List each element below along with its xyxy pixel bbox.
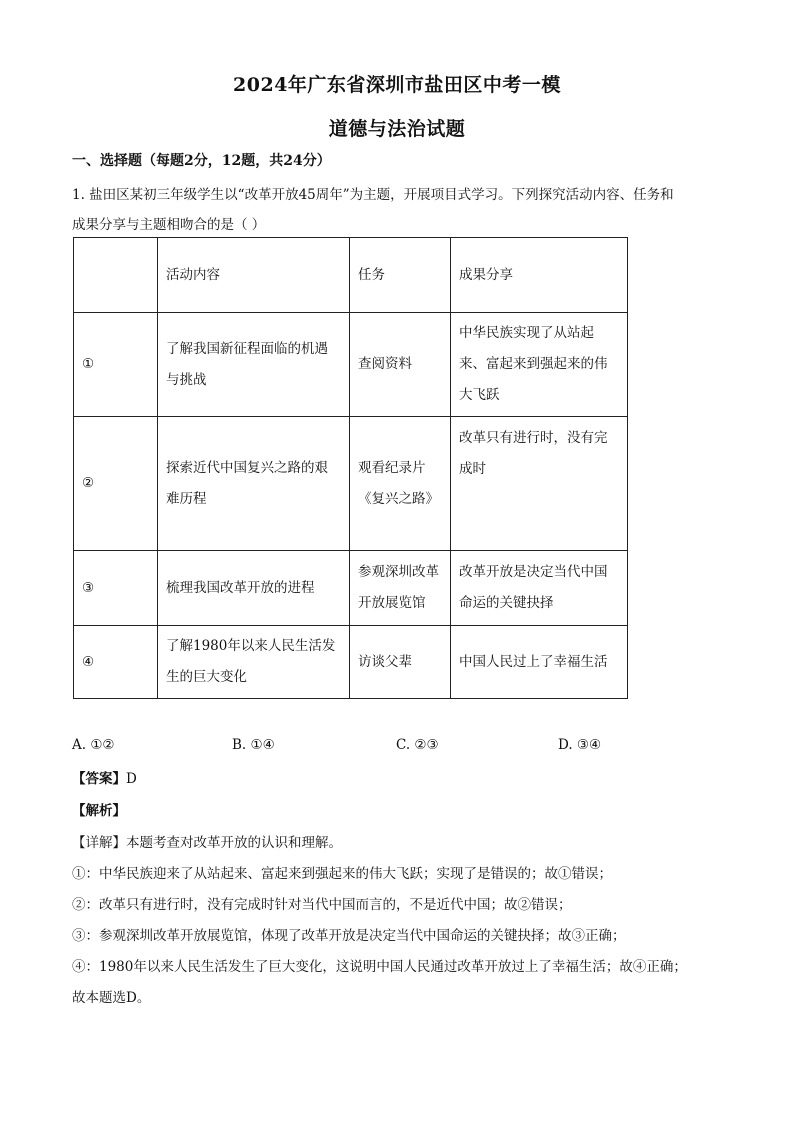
row-number: ④ [74,626,158,699]
result-cell: 改革开放是决定当代中国命运的关键抉择 [451,551,628,626]
answer-line [72,767,137,787]
detail-label: 【详解】 [72,835,126,851]
table-row [74,551,628,626]
activity-content-cell: 探索近代中国复兴之路的艰难历程 [158,417,350,551]
table-header-cell [74,238,158,313]
exam-subtitle: 道德与法治试题 [328,118,466,140]
activity-table [73,237,628,699]
result-cell: 改革只有进行时，没有完成时 [451,417,628,551]
question-text-line-1: 1. 盐田区某初三年级学生以“改革开放45周年”为主题，开展项目式学习。下列探究活动内容、任务和 [72,187,674,203]
activity-content-cell: 梳理我国改革开放的进程 [158,551,350,626]
analysis-line: ①：中华民族迎来了从站起来、富起来到强起来的伟大飞跃；实现了是错误的；故①错误； [72,866,612,882]
analysis-line: ②：改革只有进行时，没有完成时针对当代中国而言的，不是近代中国；故②错误； [72,897,572,913]
table-header-cell: 任务 [350,238,451,313]
analysis-line: ④：1980年以来人民生活发生了巨大变化，这说明中国人民通过改革开放过上了幸福生活；故④正确； [72,959,687,975]
question-text-line-2: 成果分享与主题相吻合的是（ ） [72,217,266,233]
analysis-line: 故本题选D。 [72,990,151,1006]
table-header-row [74,238,628,313]
task-cell: 参观深圳改革开放展览馆 [350,551,451,626]
result-cell: 中国人民过上了幸福生活 [451,626,628,699]
task-cell: 访谈父辈 [350,626,451,699]
detail-text: 本题考查对改革开放的认识和理解。 [126,835,342,851]
detail-line [72,831,342,851]
option-c: C. ②③ [396,737,439,753]
row-number: ① [74,313,158,417]
section-heading: 一、选择题（每题2分，12题，共24分） [72,153,331,169]
analysis-line: ③：参观深圳改革开放展览馆，体现了改革开放是决定当代中国命运的关键抉择；故③正确； [72,928,626,944]
option-a: A. ①② [72,737,115,753]
task-cell: 观看纪录片《复兴之路》 [350,417,451,551]
table-row [74,313,628,417]
row-number: ③ [74,551,158,626]
task-cell: 查阅资料 [350,313,451,417]
answer-value: D [126,771,137,787]
option-d: D. ③④ [558,737,602,753]
table-header-cell: 成果分享 [451,238,628,313]
activity-content-cell: 了解我国新征程面临的机遇与挑战 [158,313,350,417]
activity-content-cell: 了解1980年以来人民生活发生的巨大变化 [158,626,350,699]
table-row [74,417,628,551]
table-row [74,626,628,699]
analysis-label: 【解析】 [72,803,126,819]
row-number: ② [74,417,158,551]
option-b: B. ①④ [232,737,275,753]
answer-label: 【答案】 [72,771,126,787]
exam-title: 2024年广东省深圳市盐田区中考一模 [233,74,561,96]
table-header-cell: 活动内容 [158,238,350,313]
result-cell: 中华民族实现了从站起来、富起来到强起来的伟大飞跃 [451,313,628,417]
